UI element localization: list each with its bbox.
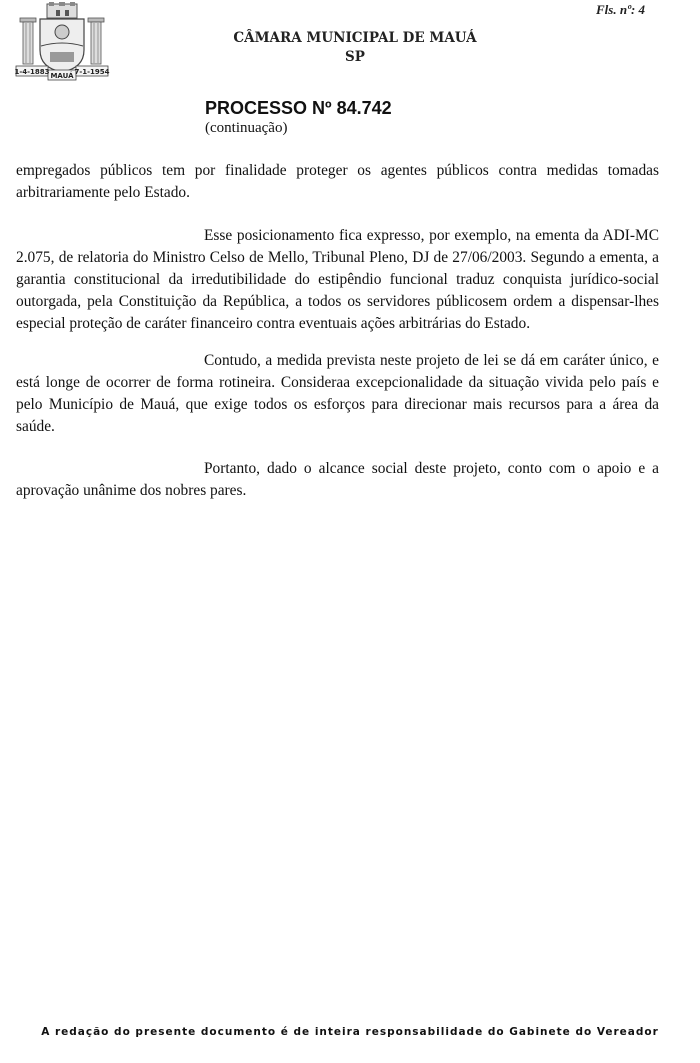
svg-text:1-4-1883: 1-4-1883 [14, 68, 50, 76]
svg-text:7-1-1954: 7-1-1954 [74, 68, 110, 76]
sheet-number: Fls. nº: 4 [596, 2, 646, 17]
svg-text:MAUÁ: MAUÁ [50, 72, 74, 80]
footer-disclaimer: A redação do presente documento é de inteira responsabilidade do Gabinete do Vereador [41, 1026, 659, 1038]
process-title: PROCESSO Nº 84.742 [205, 98, 392, 118]
municipal-coat-of-arms-icon [14, 2, 110, 82]
body-paragraph-2: Esse posicionamento fica expresso, por exemplo, na ementa da ADI-MC 2.075, de relatoria do Ministro Celso de Mello, Tribunal Pleno, DJ de 27/06/2003. Segundo a ementa, a garantia constitucional da irredutibilidade do estipêndio funcional traduz conquista jurídico-social outorgada, pela Constituição da República, a todos os servidores públicosem ordem a dispensar-lhes especial proteção de caráter financeiro contra eventuais ações arbitrárias do Estado. [16, 227, 659, 332]
body-paragraph-1: empregados públicos tem por finalidade proteger os agentes públicos contra medidas tomadas arbitrariamente pelo Estado. [16, 162, 659, 201]
body-paragraph-4: Portanto, dado o alcance social deste projeto, conto com o apoio e a aprovação unânime dos nobres pares. [16, 460, 659, 499]
organization-name: CÂMARA MUNICIPAL DE MAUÁ [233, 30, 477, 46]
organization-state: SP [345, 49, 365, 65]
body-paragraph-3: Contudo, a medida prevista neste projeto de lei se dá em caráter único, e está longe de ocorrer de forma rotineira. Consideraa excepcionalidade da situação vivida pelo país e pelo Município de Mauá, que exige todos os esforços para direcionar mais recursos para a área da saúde. [16, 352, 659, 435]
process-subtitle: (continuação) [205, 120, 288, 136]
